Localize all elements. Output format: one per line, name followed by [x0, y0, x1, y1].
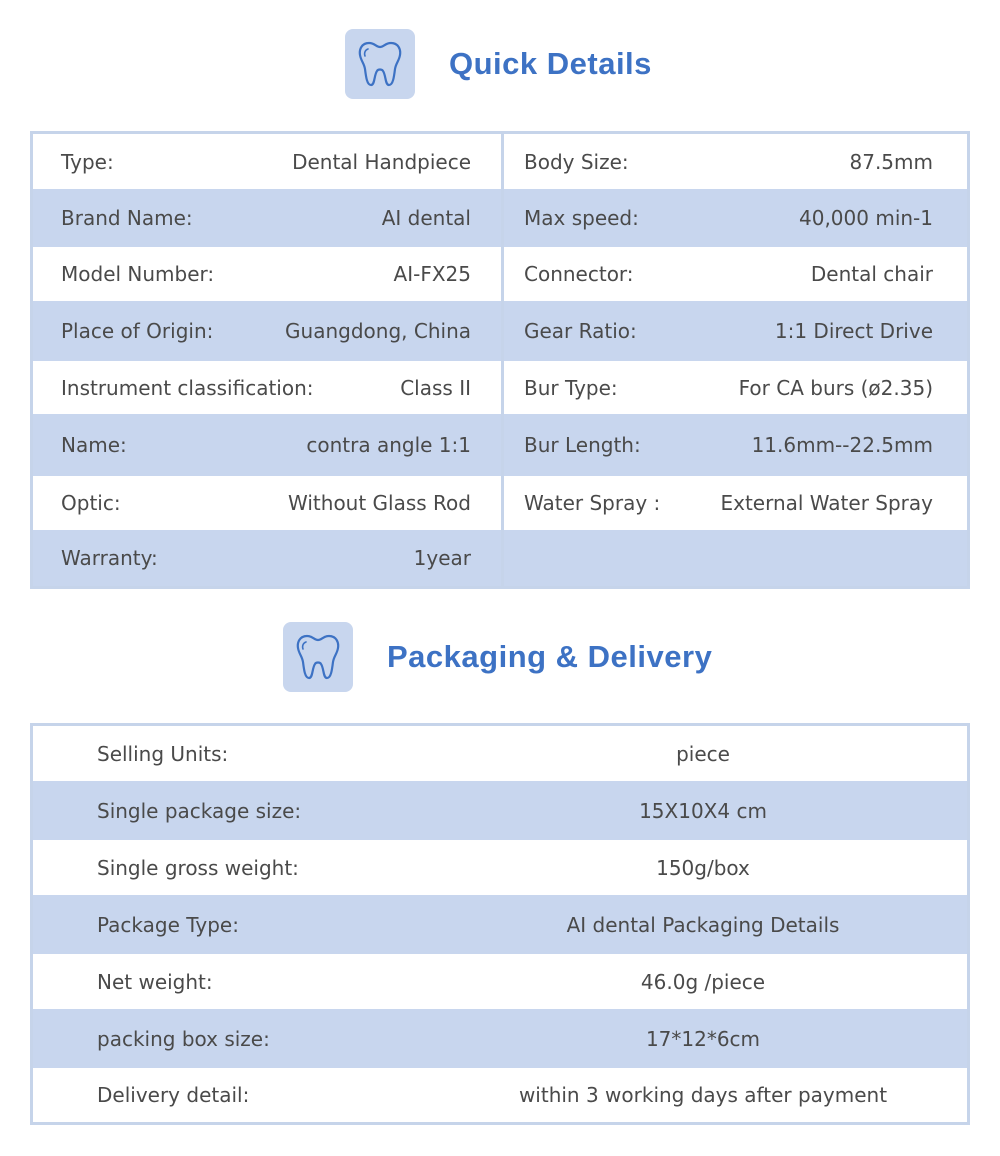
packaging-label: Delivery detail: — [97, 1083, 250, 1107]
packaging-label: Package Type: — [97, 912, 239, 937]
spec-label: Warranty: — [61, 546, 158, 570]
table-row — [33, 189, 501, 247]
table-row — [33, 530, 501, 586]
spec-label: Instrument classification: — [61, 375, 314, 400]
packaging-value: 150g/box — [656, 855, 750, 880]
spec-value: Class II — [400, 375, 471, 400]
packaging-value: 17*12*6cm — [645, 1026, 761, 1051]
table-row — [504, 301, 967, 361]
spec-label: Water Spray : — [524, 491, 661, 515]
spec-value: 1year — [413, 546, 471, 570]
packaging-value: AI dental Packaging Details — [566, 912, 840, 937]
table-row — [33, 840, 967, 895]
spec-value: Dental Handpiece — [292, 149, 471, 174]
spec-value: Guangdong, China — [285, 319, 471, 343]
spec-value: Dental chair — [810, 262, 933, 286]
spec-value: contra angle 1:1 — [306, 433, 471, 457]
table-row — [33, 895, 967, 954]
spec-label: Type: — [61, 149, 114, 174]
packaging-label: packing box size: — [97, 1026, 270, 1051]
table-row — [504, 476, 967, 530]
spec-label: Bur Length: — [524, 433, 641, 457]
spec-value: For CA burs (ø2.35) — [738, 375, 933, 400]
spec-label: Bur Type: — [524, 375, 618, 400]
spec-label: Body Size: — [524, 149, 629, 174]
packaging-table — [30, 723, 970, 1125]
table-row — [504, 247, 967, 301]
tooth-icon — [295, 632, 341, 682]
table-row-empty — [504, 530, 967, 586]
packaging-header — [283, 622, 712, 692]
packaging-value: 15X10X4 cm — [639, 798, 767, 823]
spec-value: AI-FX25 — [393, 262, 471, 286]
table-row — [33, 247, 501, 301]
spec-label: Connector: — [524, 262, 634, 286]
packaging-value: piece — [676, 741, 730, 766]
quick-details-left-column — [33, 134, 501, 586]
spec-value: AI dental — [381, 206, 471, 230]
packaging-label: Single package size: — [97, 798, 302, 823]
table-row — [504, 361, 967, 414]
spec-value: External Water Spray — [720, 491, 933, 515]
table-row — [33, 954, 967, 1009]
tooth-icon-badge — [283, 622, 353, 692]
table-row — [504, 134, 967, 189]
table-row — [504, 189, 967, 247]
tooth-icon — [357, 39, 403, 89]
quick-details-header — [345, 29, 652, 99]
table-row — [33, 726, 967, 781]
table-row — [33, 1068, 967, 1122]
spec-label: Optic: — [61, 491, 121, 515]
spec-value: 40,000 min-1 — [799, 206, 933, 230]
quick-details-right-column — [504, 134, 967, 586]
spec-label: Gear Ratio: — [524, 319, 637, 343]
spec-value: 87.5mm — [849, 149, 933, 174]
table-row — [33, 301, 501, 361]
packaging-title: Packaging & Delivery — [387, 639, 713, 674]
tooth-icon-badge — [345, 29, 415, 99]
packaging-label: Selling Units: — [97, 741, 229, 766]
spec-label: Max speed: — [524, 206, 639, 230]
spec-value: 1:1 Direct Drive — [774, 319, 933, 343]
table-row — [504, 414, 967, 476]
spec-label: Model Number: — [61, 262, 215, 286]
table-row — [33, 781, 967, 840]
spec-value: 11.6mm--22.5mm — [751, 433, 933, 457]
table-row — [33, 476, 501, 530]
spec-label: Place of Origin: — [61, 319, 214, 343]
quick-details-title: Quick Details — [449, 46, 652, 81]
packaging-label: Single gross weight: — [97, 855, 299, 880]
packaging-label: Net weight: — [97, 969, 213, 994]
quick-details-table — [30, 131, 970, 589]
table-row — [33, 134, 501, 189]
table-row — [33, 1009, 967, 1068]
spec-label: Name: — [61, 433, 127, 457]
spec-value: Without Glass Rod — [288, 491, 471, 515]
table-row — [33, 361, 501, 414]
packaging-value: within 3 working days after payment — [518, 1083, 888, 1107]
table-row — [33, 414, 501, 476]
spec-label: Brand Name: — [61, 206, 193, 230]
packaging-value: 46.0g /piece — [640, 969, 766, 994]
